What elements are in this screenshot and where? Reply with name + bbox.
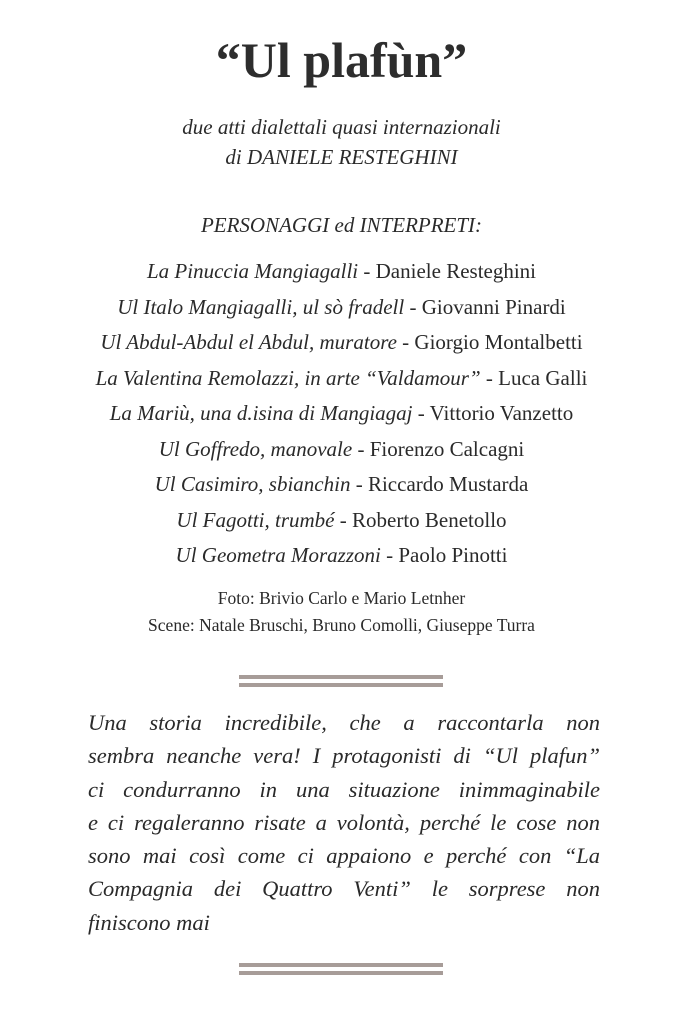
- cast-row: [0, 361, 683, 397]
- cast-actor: Daniele Resteghini: [375, 259, 537, 283]
- cast-actor: Riccardo Mustarda: [367, 472, 529, 496]
- cast-actor: Giovanni Pinardi: [421, 294, 566, 319]
- subtitle-line-2: di DANIELE RESTEGHINI: [225, 145, 458, 169]
- synopsis-paragraph: [88, 706, 600, 939]
- cast-row: [0, 254, 683, 290]
- photo-credit: Foto: Brivio Carlo e Mario Letnher: [217, 588, 466, 608]
- cast-role: Ul Goffredo, manovale: [158, 436, 353, 461]
- synopsis-line: ci condurranno in una situazione inimmaginabile: [88, 776, 600, 802]
- cast-actor: Fiorenzo Calcagni: [369, 436, 525, 461]
- play-subtitle: [0, 112, 683, 172]
- synopsis-line: Compagnia dei Quattro Venti” le sorprese non: [88, 876, 600, 902]
- cast-row: [0, 396, 683, 432]
- cast-role: La Mariù, una d.isina di Mangiagaj: [109, 401, 413, 425]
- play-title: “Ul plafùn”: [215, 32, 468, 88]
- cast-separator: -: [334, 507, 352, 532]
- cast-role: La Pinuccia Mangiagalli: [146, 259, 359, 283]
- divider-bottom: [239, 963, 443, 975]
- cast-actor: Roberto Benetollo: [352, 507, 507, 532]
- synopsis-line: finiscono mai: [88, 909, 210, 935]
- cast-heading: PERSONAGGI ed INTERPRETI:: [200, 213, 483, 237]
- synopsis-line: sono mai così come ci appaiono e perché con “La: [88, 843, 600, 869]
- cast-separator: -: [352, 436, 370, 461]
- cast-separator: -: [358, 259, 376, 283]
- scene-credit: Scene: Natale Bruschi, Bruno Comolli, Giuseppe Turra: [148, 615, 535, 635]
- synopsis-line: sembra neanche vera! I protagonisti di “Ul plafun”: [88, 743, 600, 769]
- credits: [0, 585, 683, 639]
- cast-role: Ul Fagotti, trumbé: [176, 507, 335, 532]
- cast-row: [0, 538, 683, 574]
- cast-actor: Giorgio Montalbetti: [414, 330, 583, 354]
- cast-actor: Luca Galli: [498, 365, 588, 390]
- cast-actor: Vittorio Vanzetto: [429, 401, 574, 425]
- subtitle-line-1: due atti dialettali quasi internazionali: [182, 115, 501, 139]
- synopsis-line: Una storia incredibile, che a raccontarla non: [88, 710, 600, 735]
- cast-actor: Paolo Pinotti: [398, 543, 508, 567]
- cast-row: [0, 467, 683, 503]
- cast-separator: -: [412, 401, 430, 425]
- cast-role: Ul Abdul-Abdul el Abdul, muratore: [100, 330, 397, 354]
- cast-separator: -: [396, 330, 415, 354]
- cast-role: Ul Italo Mangiagalli, ul sò fradell: [117, 294, 405, 319]
- cast-separator: -: [350, 472, 368, 496]
- cast-role: Ul Geometra Morazzoni: [175, 543, 381, 567]
- cast-role: Ul Casimiro, sbianchin: [154, 472, 351, 496]
- cast-row: [0, 290, 683, 326]
- cast-row: [0, 432, 683, 468]
- cast-list: [0, 254, 683, 574]
- cast-separator: -: [480, 365, 499, 390]
- cast-row: [0, 503, 683, 539]
- cast-separator: -: [404, 294, 422, 319]
- divider-top: [239, 675, 443, 687]
- cast-separator: -: [380, 543, 399, 567]
- synopsis-line: e ci regaleranno risate a volontà, perché le cose non: [88, 809, 600, 835]
- cast-row: [0, 325, 683, 361]
- cast-role: La Valentina Remolazzi, in arte “Valdamour”: [95, 365, 481, 390]
